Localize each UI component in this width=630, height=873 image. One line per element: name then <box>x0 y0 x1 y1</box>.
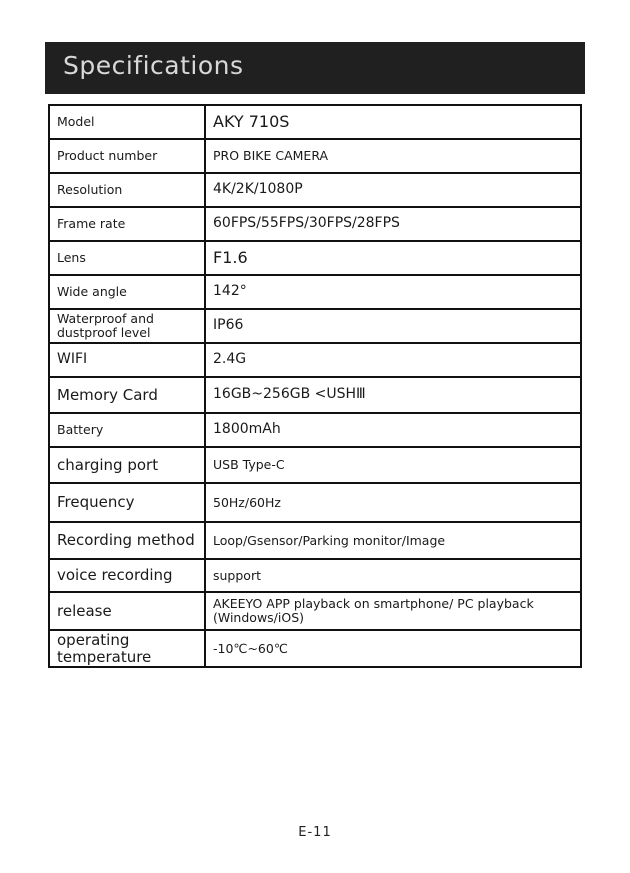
spec-label: Waterproof and dustproof level <box>49 309 205 343</box>
spec-value: AKEEYO APP playback on smartphone/ PC playback (Windows/iOS) <box>205 592 581 630</box>
spec-label: Product number <box>49 139 205 173</box>
spec-value: support <box>205 559 581 592</box>
table-row <box>49 559 581 592</box>
page-number: E-11 <box>298 825 332 840</box>
spec-label: release <box>49 592 205 630</box>
spec-value: F1.6 <box>205 241 581 275</box>
table-row <box>49 309 581 343</box>
spec-label: Lens <box>49 241 205 275</box>
table-row <box>49 275 581 309</box>
spec-label: Battery <box>49 413 205 447</box>
spec-label: operating temperature <box>49 630 205 667</box>
spec-label: Model <box>49 105 205 139</box>
spec-value: USB Type-C <box>205 447 581 483</box>
table-row <box>49 207 581 241</box>
section-header-bar <box>45 42 585 94</box>
spec-value: 142° <box>205 275 581 309</box>
table-row <box>49 447 581 483</box>
spec-label: Resolution <box>49 173 205 207</box>
spec-label: Recording method <box>49 522 205 559</box>
table-row <box>49 592 581 630</box>
page-title: Specifications <box>63 51 244 80</box>
table-row <box>49 483 581 522</box>
spec-value: IP66 <box>205 309 581 343</box>
spec-value: 50Hz/60Hz <box>205 483 581 522</box>
spec-value: 2.4G <box>205 343 581 377</box>
table-row <box>49 522 581 559</box>
spec-value: 60FPS/55FPS/30FPS/28FPS <box>205 207 581 241</box>
spec-label: Frequency <box>49 483 205 522</box>
spec-value: 4K/2K/1080P <box>205 173 581 207</box>
spec-value: PRO BIKE CAMERA <box>205 139 581 173</box>
table-row <box>49 173 581 207</box>
table-row <box>49 630 581 667</box>
spec-label: Memory Card <box>49 377 205 413</box>
spec-value: AKY 710S <box>205 105 581 139</box>
spec-label: Wide angle <box>49 275 205 309</box>
spec-label: WIFI <box>49 343 205 377</box>
table-row <box>49 413 581 447</box>
spec-label: Frame rate <box>49 207 205 241</box>
spec-label: voice recording <box>49 559 205 592</box>
table-row <box>49 105 581 139</box>
spec-value: 16GB~256GB <USHⅢ <box>205 377 581 413</box>
specifications-table <box>48 104 582 668</box>
table-row <box>49 241 581 275</box>
spec-label: charging port <box>49 447 205 483</box>
table-row <box>49 343 581 377</box>
spec-value: Loop/Gsensor/Parking monitor/Image <box>205 522 581 559</box>
table-row <box>49 139 581 173</box>
spec-value: 1800mAh <box>205 413 581 447</box>
table-row <box>49 377 581 413</box>
spec-value: -10℃~60℃ <box>205 630 581 667</box>
